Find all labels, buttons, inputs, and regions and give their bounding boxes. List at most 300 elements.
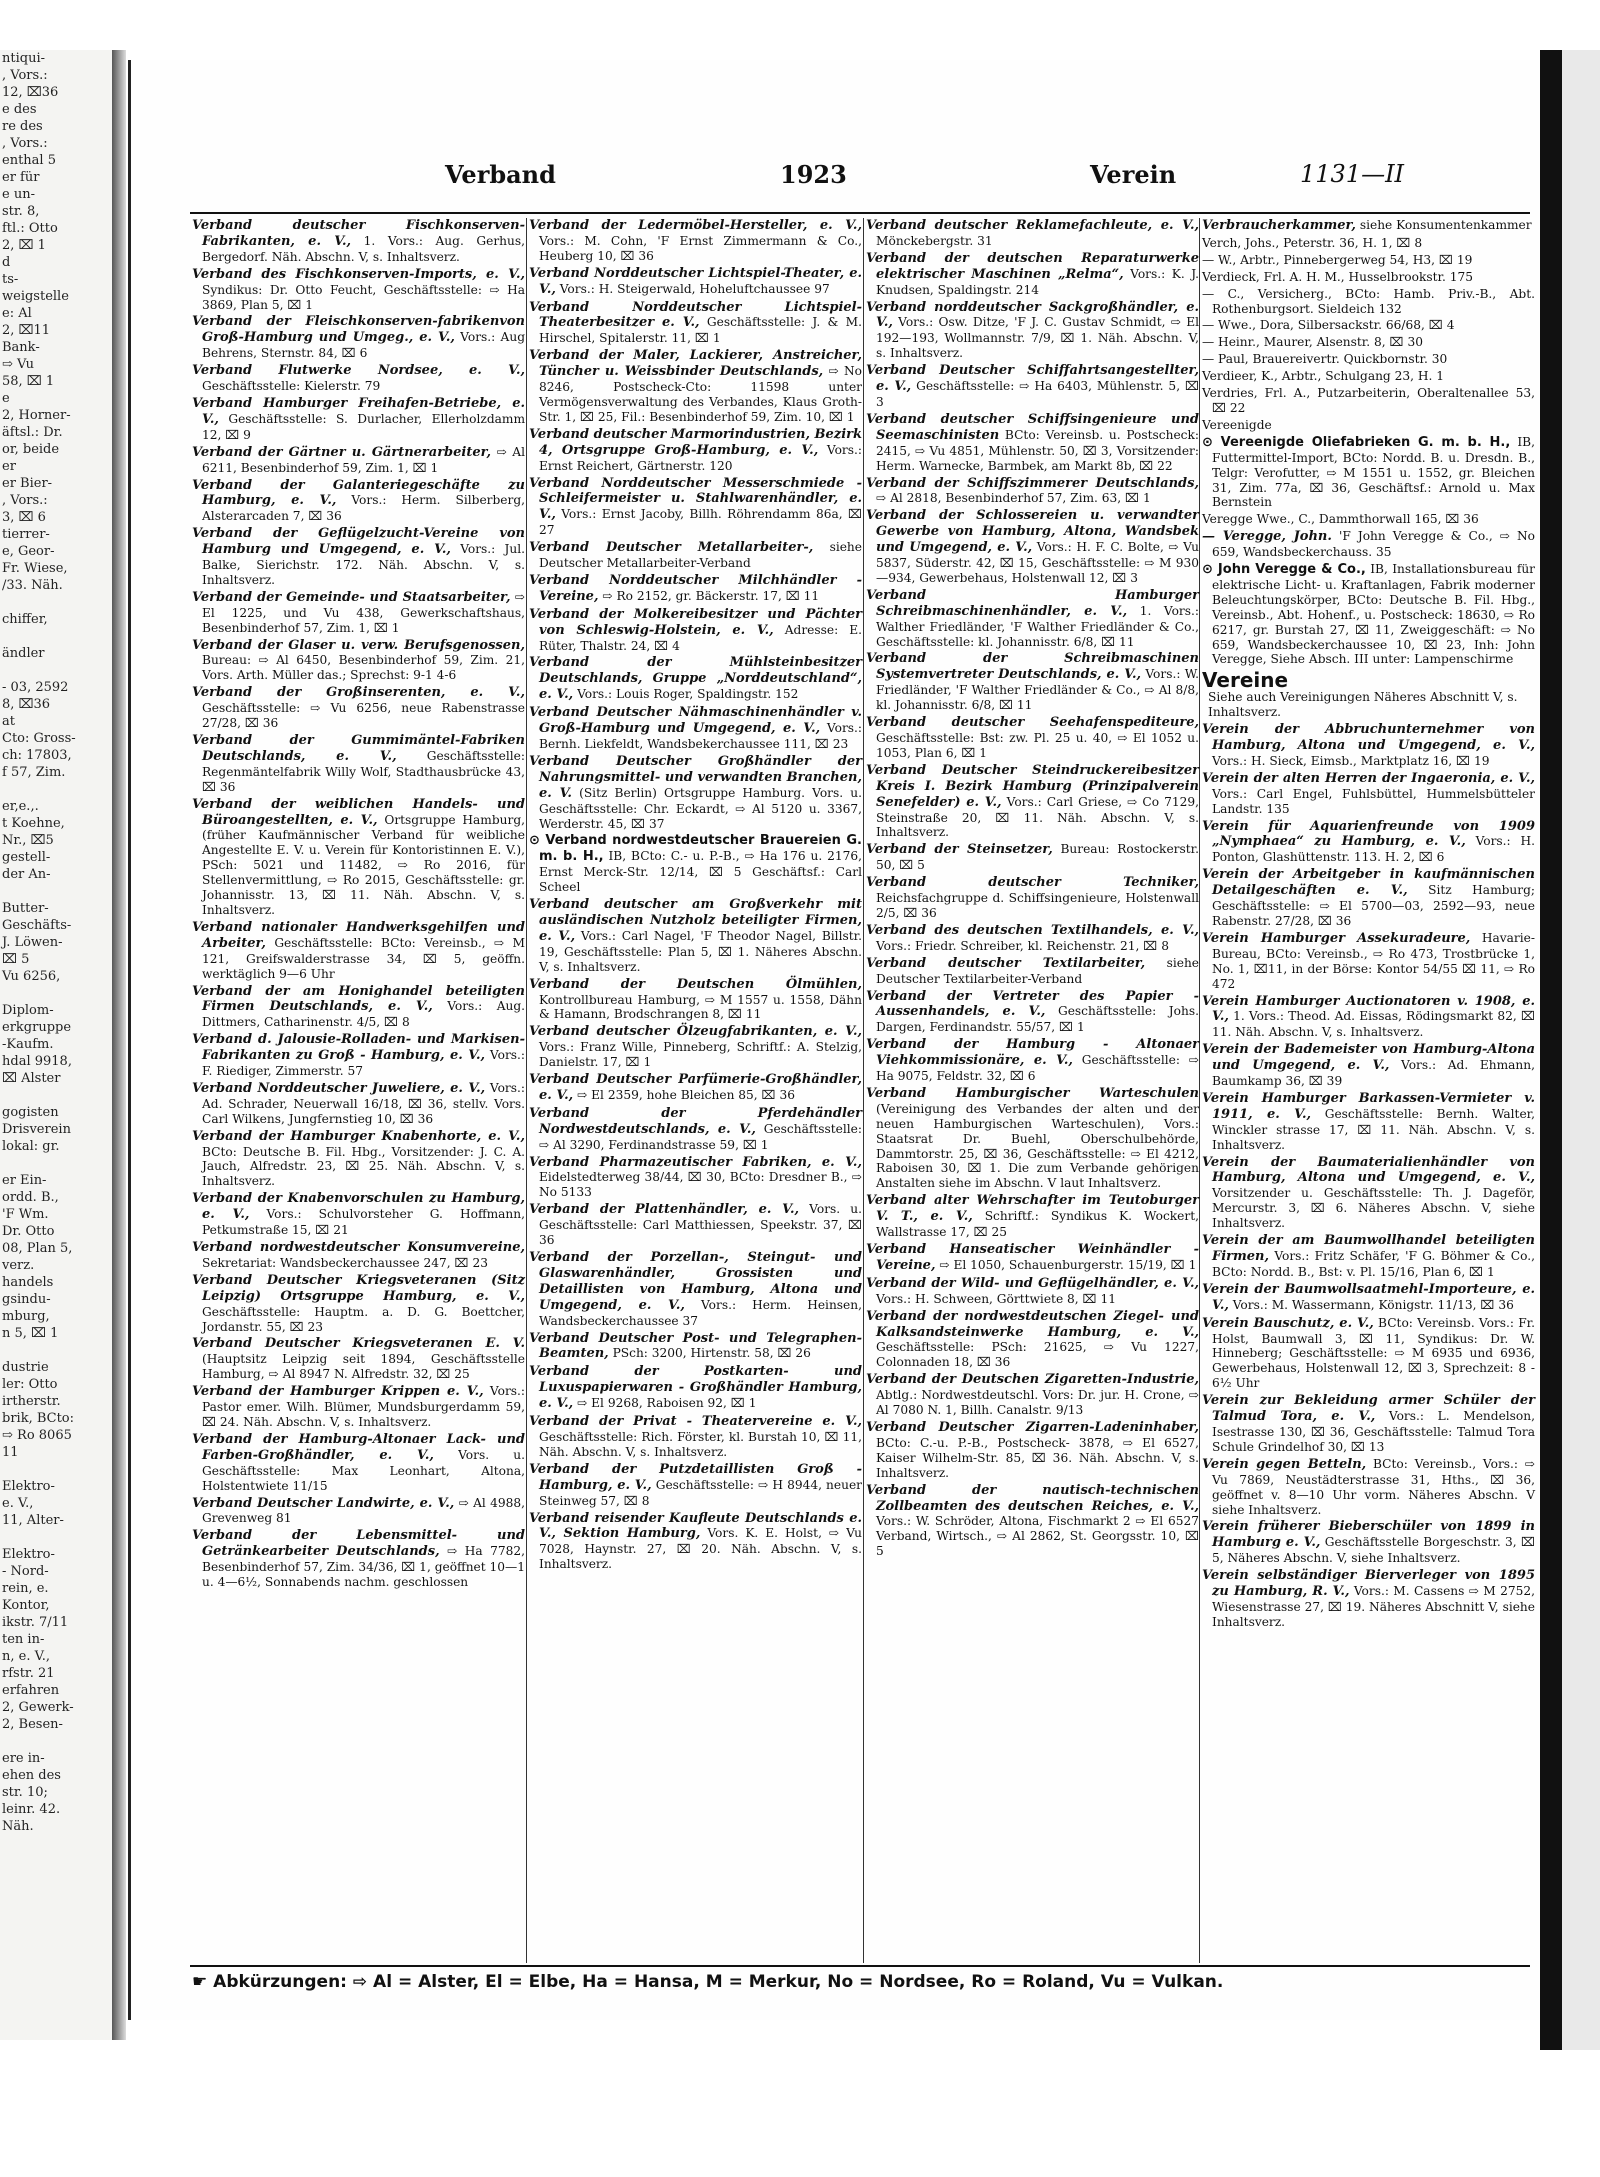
directory-entry (1202, 352, 1535, 367)
entry-text: — C., Versicherg., BCto: Hamb. Priv.-B., Abt. Rothenburgsort. Sieldeich 132 (1202, 286, 1535, 316)
entry-text: — Wwe., Dora, Silbersackstr. 66/68, ⌧ 4 (1202, 318, 1455, 333)
fragment-line: verz. (2, 1258, 35, 1273)
fragment-line: str. 10; (2, 1785, 48, 1800)
entry-details: BCto: Vereinsb., Vors.: ⇨ Vu 7869, Neustädterstrasse 31, Hths., ⌧ 36, geöffnet v. 8—10 Uhr vorm. Näheres Abschn. V siehe Inhaltsverz. (1212, 1456, 1536, 1517)
directory-entry (866, 508, 1199, 586)
book-gutter-shadow (112, 50, 126, 2040)
entry-name: Verband Hamburger Freihafen-Betriebe, e. V., (192, 395, 525, 427)
fragment-line: der An- (2, 867, 51, 882)
directory-entry (1202, 418, 1535, 433)
fragment-line: - Nord- (2, 1564, 49, 1579)
entry-details: (Vereinigung des Verbandes der alten und der neuen Hamburgischen Warteschulen), Vors.: Staatsrat Dr. Buehl, Oberschulbehörde, Dammtorstr. 25, ⌧ 36, Geschäftsstelle: ⇨ El 4212, Raboisen 30, ⌧ 1. Die zum Verbande gehörigen Anstalten siehe im Abschn. V laut Inhaltsverz. (876, 1101, 1199, 1191)
directory-entry (192, 797, 525, 918)
fragment-line: e. V., (2, 1496, 34, 1511)
directory-entry (1202, 369, 1535, 384)
entry-name: Verband der Vertreter des Papier - Aussenhandels, e. V., (866, 988, 1199, 1020)
entry-name: Verband der Deutschen Ölmühlen, (529, 976, 862, 992)
directory-entry (1202, 1519, 1535, 1566)
directory-entry (192, 1384, 525, 1430)
fragment-line: 08, Plan 5, (2, 1241, 73, 1256)
directory-column-4 (1202, 218, 1535, 1632)
directory-entry (1202, 771, 1535, 817)
directory-entry (1202, 1091, 1535, 1153)
directory-entry (192, 396, 525, 443)
entry-name: Verband des Fischkonserven-Imports, e. V., (192, 266, 525, 282)
entry-details: Vors.: M. Cassens ⇨ M 2752, Wiesenstrasse 27, ⌧ 19. Näheres Abschnitt V, siehe Inhaltsverz. (1212, 1584, 1536, 1629)
directory-entry (866, 588, 1199, 650)
fragment-line: /33. Näh. (2, 578, 63, 593)
entry-details: (Sitz Berlin) Ortsgruppe Hamburg. Vors. u. Geschäftsstelle: Chr. Eckardt, ⇨ Al 5120 u. 3367, Werderstr. 45, ⌧ 37 (539, 785, 862, 831)
directory-entry (1202, 335, 1535, 350)
entry-name: Verband Deutscher Steindruckereibesitzer Kreis I. Bezirk Hamburg (Prinzipalverein Senefelder) e. V., (866, 762, 1199, 810)
entry-name: Verein der Abbruchunternehmer von Hamburg, Altona und Umgegend, e. V., (1202, 722, 1535, 753)
fragment-line: lokal: gr. (2, 1139, 60, 1154)
directory-entry (192, 1496, 525, 1527)
entry-details: Geschäftsstelle: ⇨ Ha 9075, Feldstr. 32, ⌧ 6 (876, 1053, 1199, 1084)
fragment-line: ch: 17803, (2, 748, 72, 763)
scan-border (1540, 50, 1562, 2050)
header-rule (190, 212, 1530, 214)
directory-entry (866, 923, 1199, 954)
firm-name: ⊙ Verband nordwestdeutscher Brauereien G. m. b. H., (529, 833, 862, 865)
directory-entry (866, 989, 1199, 1036)
entry-name: Verband der Mühlsteinbesitzer Deutschlands, Gruppe „Norddeutschland“, e. V., (529, 655, 862, 703)
fragment-line: gestell- (2, 850, 51, 865)
column-divider (863, 218, 864, 1963)
entry-name: Verband Norddeutscher Milchhändler - Vereine, (529, 572, 862, 604)
header-right-keyword: Verein (1090, 160, 1177, 189)
directory-entry (192, 1032, 525, 1079)
entry-name: Verband Deutscher Zigarren-Ladeninhaber, (866, 1419, 1199, 1435)
fragment-line: , Vors.: (2, 68, 48, 83)
entry-name: Verband der Glaser u. verw. Berufsgenossen, (192, 637, 525, 653)
directory-entry (529, 300, 862, 347)
directory-entry (529, 476, 862, 539)
entry-details: ⇨ El 2359, hohe Bleichen 85, ⌧ 36 (577, 1087, 795, 1102)
directory-column-3 (866, 218, 1199, 1561)
entry-name: Verein gegen Betteln, (1202, 1456, 1367, 1472)
entry-name: Verband reisender Kaufleute Deutschlands e. V., Sektion Hamburg, (529, 1510, 862, 1542)
entry-name: Verband Hanseatischer Weinhändler - Vereine, (866, 1242, 1199, 1273)
directory-entry (1202, 218, 1535, 234)
directory-entry (529, 1462, 862, 1509)
directory-entry (192, 638, 525, 684)
column-divider (1199, 218, 1200, 1963)
entry-details: Vors.: Ad. Schrader, Neuerwall 16/18, ⌧ 36, stellv. Vors. Carl Wilkens, Jungfernstieg 10, ⌧ 36 (202, 1080, 525, 1126)
entry-details: Vors.: Ad. Ehmann, Baumkamp 36, ⌧ 39 (1212, 1058, 1535, 1089)
entry-name: Verband norddeutscher Sackgroßhändler, e. V., (866, 299, 1199, 331)
section-heading: Vereine (1202, 668, 1289, 693)
directory-entry (192, 685, 525, 731)
directory-entry (529, 1106, 862, 1153)
fragment-line: gsindu- (2, 1292, 51, 1307)
entry-details: 1. Vors.: Theod. Ad. Eissas, Rödingsmarkt 82, ⌧ 11. Näh. Abschn. V, s. Inhaltsverz. (1212, 1009, 1536, 1040)
directory-entry (866, 1276, 1199, 1307)
directory-entry (1202, 287, 1535, 317)
fragment-line: e un- (2, 187, 35, 202)
directory-entry (866, 218, 1199, 249)
header-year: 1923 (780, 160, 847, 189)
directory-entry (192, 363, 525, 394)
entry-details: ⇨ El 9268, Raboisen 92, ⌧ 1 (577, 1396, 757, 1411)
entry-details: Vors.: H. Schween, Görttwiete 8, ⌧ 11 (876, 1291, 1116, 1306)
directory-entry (866, 1037, 1199, 1084)
entry-name: Verband deutscher Seehafenspediteure, (866, 715, 1199, 731)
entry-details: 1. Vors.: Aug. Gerhus, Bergedorf. Näh. Abschn. V, s. Inhaltsverz. (202, 233, 526, 264)
directory-entry (192, 590, 525, 636)
entry-name: Verband deutscher Ölzeugfabrikanten, e. V., (529, 1024, 862, 1040)
directory-entry (1202, 253, 1535, 268)
fragment-line (0, 1529, 112, 1546)
entry-details: Eidelstedterweg 38/44, ⌧ 30, BCto: Dresdner B., ⇨ No 5133 (539, 1170, 862, 1200)
entry-details: Schriftf.: Syndikus K. Wockert, Wallstrasse 17, ⌧ 25 (876, 1209, 1199, 1240)
fragment-line: handels (2, 1275, 54, 1290)
directory-entry (192, 526, 525, 588)
fragment-line: äftsl.: Dr. (2, 425, 63, 440)
fragment-line: n 5, ⌧ 1 (2, 1326, 59, 1341)
firm-name: ⊙ John Veregge & Co., (1202, 562, 1366, 578)
fragment-line: er Bier- (2, 476, 53, 491)
section-note: Siehe auch Vereinigungen Näheres Abschnitt V, s. Inhaltsverz. (1208, 690, 1518, 720)
entry-details: Geschäftsstelle: Bernh. Walter, Winckler strasse 17, ⌧ 11. Näh. Abschn. V, s. Inhaltsverz. (1212, 1106, 1536, 1152)
entry-details: ⇨ Al 4988, Grevenweg 81 (202, 1495, 525, 1526)
directory-entry (529, 705, 862, 752)
entry-name: Verein früherer Bieberschüler von 1899 in Hamburg e. V., (1202, 1519, 1535, 1551)
entry-details: BCto: C.-u. P.-B., Postscheck- 3878, ⇨ El 6527, Kaiser Wilhelm-Str. 85, ⌧ 36. Näh. Abschn. V, s. Inhaltsverz. (876, 1435, 1199, 1480)
entry-name: Verband der Molkereibesitzer und Pächter von Schleswig-Holstein, e. V., (529, 606, 862, 638)
entry-name: Verband der Geflügelzucht-Vereine von Hamburg und Umgegend, e. V., (192, 526, 525, 558)
fragment-line: ehen des (2, 1768, 61, 1783)
fragment-line: ntiqui- (2, 51, 45, 66)
directory-entry (192, 1273, 525, 1335)
page-header (170, 160, 1530, 190)
fragment-line: ikstr. 7/11 (2, 1615, 69, 1630)
directory-entry (866, 1483, 1199, 1560)
entry-details: Vors.: M. Cohn, 'F Ernst Zimmermann & Co., Heuberg 10, ⌧ 36 (539, 233, 862, 263)
entry-name: Verein selbständiger Bierverleger von 1895 zu Hamburg, R. V., (1202, 1568, 1535, 1600)
entry-name: Verband deutscher Schiffsingenieure und Seemaschinisten (866, 411, 1199, 443)
fragment-line (0, 883, 112, 900)
directory-entry (192, 218, 525, 265)
directory-entry (529, 833, 862, 895)
entry-text: Veregge Wwe., C., Dammthorwall 165, ⌧ 36 (1202, 512, 1479, 527)
directory-entry (866, 1242, 1199, 1274)
entry-name: Verein Hamburger Barkassen-Vermieter v. 1911, e. V., (1202, 1090, 1535, 1122)
fragment-line: ten in- (2, 1632, 45, 1647)
fragment-line: er,e.,. (2, 799, 39, 814)
entry-details: Abtlg.: Nordwestdeutschl. Vors: Dr. jur. H. Crone, ⇨ Al 7080 N. 1, Billh. Canalstr. 9/13 (876, 1388, 1199, 1418)
fragment-line: d (2, 255, 11, 270)
entry-details: ⇨ Al 6211, Besenbinderhof 59, Zim. 1, ⌧ 1 (202, 444, 525, 475)
directory-entry (192, 314, 525, 361)
fragment-line: re des (2, 119, 43, 134)
fragment-line: ⇨ Ro 8065 (2, 1428, 72, 1443)
header-left-keyword: Verband (445, 160, 556, 189)
fragment-line: er Ein- (2, 1173, 47, 1188)
directory-entry (1202, 435, 1535, 511)
entry-name: Verein der alten Herren der Ingaeronia, e. V., (1202, 770, 1535, 786)
directory-entry (1202, 931, 1535, 992)
fragment-line: er (2, 459, 16, 474)
entry-details: Sekretariat: Wandsbeckerchaussee 247, ⌧ 23 (202, 1255, 488, 1270)
entry-details: Geschäftsstelle: ⇨ Vu 6256, neue Rabenstrasse 27/28, ⌧ 36 (202, 701, 525, 731)
entry-name: — Veregge, John. (1202, 529, 1332, 545)
entry-name: Verband Deutscher Metallarbeiter-, (529, 540, 814, 556)
fragment-line: 58, ⌧ 1 (2, 374, 55, 389)
fragment-line: Butter- (2, 901, 49, 916)
column-divider (526, 218, 527, 1963)
directory-entry (529, 1202, 862, 1248)
entry-name: Verband der Ledermöbel-Hersteller, e. V., (529, 218, 862, 233)
entry-details: Vors.: Franz Wille, Pinneberg, Schriftf.: A. Stelzig, Danielstr. 17, ⌧ 1 (539, 1040, 862, 1070)
entry-name: Verband der Schlossereien u. verwandter Gewerbe von Hamburg, Altona, Wandsbek und Umgegend, e. V., (866, 508, 1199, 556)
entry-details: Sitz Hamburg; Geschäftsstelle: ⇨ El 5700—03, 2592—93, neue Rabenstr. 27/28, ⌧ 36 (1212, 883, 1536, 928)
directory-entry (1202, 819, 1535, 866)
directory-entry (866, 363, 1199, 410)
fragment-line: erfahren (2, 1683, 60, 1698)
entry-name: Verband Deutscher Landwirte, e. V., (192, 1495, 455, 1511)
entry-details: Vorsitzender u. Geschäftsstelle: Th. J. Dageför, Mercurstr. 3, ⌧ 6. Näheres Abschn. V, siehe Inhaltsverz. (1212, 1186, 1535, 1231)
fragment-line: 12, ⌧36 (2, 85, 59, 100)
fragment-line: str. 8, (2, 204, 40, 219)
entry-name: Verbraucherkammer, (1202, 218, 1356, 233)
fragment-line: weigstelle (2, 289, 69, 304)
fragment-line: - 03, 2592 (2, 680, 69, 695)
directory-column-1 (192, 218, 525, 1592)
entry-details: Vors. u. Geschäftsstelle: Carl Matthiessen, Speekstr. 37, ⌧ 36 (539, 1202, 863, 1248)
entry-name: Verband Deutscher Post- und Telegraphen-Beamten, (529, 1330, 862, 1362)
entry-details: Geschäftsstelle: S. Durlacher, Ellerholzdamm 12, ⌧ 9 (202, 411, 525, 442)
directory-entry (529, 1364, 862, 1412)
entry-name: Verband Norddeutscher Lichtspiel-Theater, e. V., (529, 265, 862, 297)
entry-details: Vors.: M. Wassermann, Königstr. 11/13, ⌧ 36 (1232, 1297, 1514, 1312)
entry-name: Verein Bauschutz, e. V., (1202, 1315, 1374, 1331)
firm-name: ⊙ Vereenigde Oliefabrieken G. m. b. H., (1202, 434, 1511, 450)
entry-details: Vors.: Herm. Heinsen, Wandsbeckerchaussee 37 (539, 1297, 862, 1328)
entry-details: Vors.: Louis Roger, Spaldingstr. 152 (577, 687, 799, 702)
entry-name: Verband der Putzdetaillisten Groß - Hamburg, e. V., (529, 1461, 862, 1493)
entry-name: Verband deutscher Reklamefachleute, e. V., (866, 218, 1199, 233)
entry-name: Verband der Gärtner u. Gärtnerarbeiter, (192, 444, 492, 460)
fragment-line (0, 628, 112, 645)
directory-entry (1202, 722, 1535, 769)
directory-entry (529, 655, 862, 703)
entry-details: Vors.: Jul. Balke, Sierichstr. 172. Näh. Abschn. V, s. Inhaltsverz. (202, 542, 525, 587)
entry-text: Verdieck, Frl. A. H. M., Husselbrookstr. 175 (1202, 269, 1473, 284)
directory-entry (529, 1414, 862, 1460)
directory-entry (192, 1432, 525, 1494)
entry-details: Geschäftsstelle: ⇨ Ha 6403, Mühlenstr. 5, ⌧ 3 (876, 379, 1199, 409)
directory-entry (192, 1240, 525, 1271)
fragment-line (0, 1087, 112, 1104)
entry-name: Verband der nordwestdeutschen Ziegel- und Kalksandsteinwerke Hamburg, e. V., (866, 1308, 1199, 1340)
entry-details: ⇨ No 8246, Postscheck-Cto: 11598 unter Vermögensverwaltung des Verbandes, Klaus Groth-Str. 1, ⌧ 25, Fil.: Besenbinderhof 59, Zim. 10, ⌧ 1 (539, 364, 862, 424)
entry-details: Vors.: Ernst Jacoby, Billh. Röhrendamm 86a, ⌧ 27 (539, 507, 862, 538)
entry-details: Vors.: Carl Griese, ⇨ Co 7129, Steinstraße 20, ⌧ 11. Näh. Abschn. V, s. Inhaltsverz. (876, 794, 1200, 840)
entry-details: Geschäftsstelle: Johs. Dargen, Ferdinandstr. 55/57, ⌧ 1 (876, 1004, 1199, 1035)
entry-name: Verein zur Bekleidung armer Schüler der Talmud Tora, e. V., (1202, 1393, 1535, 1425)
fragment-line: 2, ⌧11 (2, 323, 51, 338)
entry-name: Verein Hamburger Auctionatoren v. 1908, e. V., (1202, 993, 1535, 1025)
directory-entry (866, 651, 1199, 713)
fragment-line: Kontor, (2, 1598, 50, 1613)
fragment-line: leinr. 42. (2, 1802, 61, 1817)
fragment-line (0, 1461, 112, 1478)
directory-entry (1202, 529, 1535, 560)
directory-entry (866, 763, 1199, 841)
entry-name: Verband der Maler, Lackierer, Anstreicher, Tüncher u. Weissbinder Deutschlands, (529, 348, 862, 380)
entry-details: Havarie-Bureau, BCto: Vereinsb., ⇨ Ro 473, Trostbrücke 1, No. 1, ⌧11, in der Börse: Kontor 54/55 ⌧ 11, ⇨ Ro 472 (1212, 930, 1535, 991)
directory-entry (529, 1024, 862, 1070)
directory-entry (1202, 270, 1535, 285)
directory-column-2 (529, 218, 862, 1574)
fragment-line (0, 985, 112, 1002)
entry-details: ⇨ Ro 2152, gr. Bäckerstr. 17, ⌧ 11 (602, 588, 820, 603)
entry-name: Verband der Deutschen Zigaretten-Industrie, (866, 1372, 1199, 1388)
entry-name: Verband Deutscher Nähmaschinenhändler v. Groß-Hamburg und Umgegend, e. V., (529, 705, 862, 737)
header-page-number: 1131—II (1300, 160, 1405, 188)
directory-entry (866, 956, 1199, 987)
entry-details: ⇨ El 1225, und Vu 438, Gewerkschaftshaus, Besenbinderhof 57, Zim. 1, ⌧ 1 (202, 589, 526, 635)
fragment-line: f 57, Zim. (2, 765, 66, 780)
entry-name: Verband deutscher Fischkonserven-Fabrikanten, e. V., (192, 218, 525, 249)
fragment-line: irtherstr. (2, 1394, 61, 1409)
fragment-line: or, beide (2, 442, 60, 457)
entry-details: Geschäftsstelle: Kielerstr. 79 (202, 379, 381, 394)
entry-name: Verband der Postkarten- und Luxuspapierwaren - Großhändler Hamburg, e. V., (529, 1364, 862, 1412)
entry-name: Verband der Gummimäntel-Fabriken Deutschlands, e. V., (192, 733, 525, 764)
entry-text: — Paul, Brauereivertr. Quickbornstr. 30 (1202, 352, 1448, 367)
fragment-line: Diplom- (2, 1003, 54, 1018)
entry-details: Vors.: Friedr. Schreiber, kl. Reichenstr. 21, ⌧ 8 (876, 938, 1169, 953)
directory-entry (529, 540, 862, 571)
entry-name: Verband nordwestdeutscher Konsumvereine, (192, 1240, 525, 1255)
directory-entry (1202, 236, 1535, 251)
entry-details: siehe Deutscher Metallarbeiter-Verband (539, 540, 862, 571)
directory-entry (866, 251, 1199, 298)
entry-details: (Hauptsitz Leipzig seit 1894, Geschäftsstelle Hamburg, ⇨ Al 8947 N. Alfredstr. 32, ⌧ 25 (202, 1352, 525, 1382)
entry-details: Geschäftsstelle: BCto: Vereinsb., ⇨ M 121, Greifswalderstrasse 34, ⌧ 5, geöffn. werktäglich 9—6 Uhr (202, 935, 526, 981)
entry-name: Verband Norddeutscher Juweliere, e. V., (192, 1080, 486, 1096)
directory-entry (1202, 867, 1535, 929)
entry-details: 1. Vors.: Walther Friedländer, 'F Walther Friedländer & Co., Geschäftsstelle: kl. Johannisstr. 6/8, ⌧ 11 (876, 603, 1199, 649)
entry-name: Verein Hamburger Assekuradeure, (1202, 930, 1471, 946)
directory-entry (866, 1420, 1199, 1481)
directory-entry (192, 445, 525, 476)
directory-entry (529, 977, 862, 1023)
fragment-line: rein, e. (2, 1581, 49, 1596)
entry-text: Verch, Johs., Peterstr. 36, H. 1, ⌧ 8 (1202, 235, 1423, 250)
entry-details: ⇨ El 1050, Schauenburgerstr. 15/19, ⌧ 1 (939, 1257, 1197, 1272)
entry-name: Verband Hamburgischer Warteschulen (866, 1085, 1199, 1101)
entry-details: Reichsfachgruppe d. Schiffsingenieure, Holstenwall 2/5, ⌧ 36 (876, 891, 1199, 920)
fragment-line: ordd. B., (2, 1190, 59, 1205)
directory-entry (1202, 1042, 1535, 1089)
fragment-line: n, e. V., (2, 1649, 50, 1664)
fragment-line: e, Geor- (2, 544, 55, 559)
entry-details: Geschäftsstelle: Regenmäntelfabrik Willy Wolf, Stadthausbrücke 43, ⌧ 36 (202, 748, 526, 794)
entry-details: Ortsgruppe Hamburg, (früher Kaufmännischer Verband für weibliche Angestellte E. V. u. Verein für Kontoristinnen E. V.), PSch: 5021 und 11482, ⇨ Ro 2016, für Stellenvermittlung, ⇨ Ro 2015, Geschäftsstelle: gr. Johannisstr. 13, ⌧ 11. Näh. Abschn. V, s. Inhaltsverz. (202, 812, 526, 917)
fragment-line: Drisverein (2, 1122, 71, 1137)
entry-details: Vors.: H. F. C. Bolte, ⇨ Vu 5837, Süderstr. 42, ⌧ 15, Geschäftsstelle: ⇨ M 930—934, Gewerbehaus, Holstenwall 12, ⌧ 3 (876, 540, 1199, 585)
fragment-line: 'F Wm. (2, 1207, 49, 1222)
entry-details: PSch: 3200, Hirtenstr. 58, ⌧ 26 (612, 1346, 811, 1361)
directory-entry (866, 300, 1199, 362)
entry-details: Vors.: Bernh. Liekfeldt, Wandsbekerchaussee 111, ⌧ 23 (539, 721, 863, 751)
entry-details: Vors.: Osw. Ditze, 'F J. C. Gustav Schmidt, ⇨ El 192—193, Wollmannstr. 7/9, ⌧ 1. Näh. Abschn. V, s. Inhaltsverz. (876, 315, 1199, 361)
fragment-line: erkgruppe (2, 1020, 72, 1035)
fragment-line: e des (2, 102, 37, 117)
entry-name: Verband Pharmazeutischer Fabriken, e. V., (529, 1154, 862, 1170)
fragment-line: -Kaufm. (2, 1037, 54, 1052)
fragment-line: at (2, 714, 15, 729)
directory-entry (529, 1072, 862, 1104)
directory-entry (529, 607, 862, 654)
entry-details: Vors. u. Geschäftsstelle: Max Leonhart, Altona, Holstentwiete 11/15 (202, 1447, 525, 1493)
fragment-line: mburg, (2, 1309, 50, 1324)
entry-details: Geschäftsstelle: J. & M. Hirschel, Spitalerstr. 11, ⌧ 1 (539, 315, 862, 346)
fragment-line: Vu 6256, (2, 969, 61, 984)
directory-entry (529, 1250, 862, 1329)
directory-entry (192, 1081, 525, 1127)
entry-name: Verband deutscher Textilarbeiter, (866, 955, 1146, 971)
directory-entry (866, 842, 1199, 873)
fragment-line: tierrer- (2, 527, 50, 542)
fragment-line: ändler (2, 646, 45, 661)
fragment-line: J. Löwen- (2, 935, 63, 950)
directory-entry (529, 427, 862, 474)
directory-entry (866, 875, 1199, 921)
entry-details: Geschäftsstelle Borgeschstr. 3, ⌧ 5, Näheres Abschn. V, siehe Inhaltsverz. (1212, 1535, 1536, 1566)
fragment-line: 2, Horner- (2, 408, 71, 423)
abbreviations-footer: ☛ Abkürzungen: ⇨ Al = Alster, El = Elbe, Ha = Hansa, M = Merkur, No = Nordsee, Ro = Roland, Vu = Vulkan. (192, 1972, 1224, 1992)
entry-text: Verdries, Frl. A., Putzarbeiterin, Oberaltenallee 53, ⌧ 22 (1202, 386, 1535, 415)
entry-name: Verband Flutwerke Nordsee, e. V., (192, 363, 525, 379)
fragment-line: ts- (2, 272, 19, 287)
entry-name: Verband Deutscher Kriegsveteranen (Sitz Leipzig) Ortsgruppe Hamburg, e. V., (192, 1272, 525, 1304)
directory-entry (1202, 318, 1535, 333)
entry-details: Vors.: W. Schröder, Altona, Fischmarkt 2 ⇨ El 6527 Verband, Wirtsch., ⇨ Al 2862, St. Georgsstr. 10, ⌧ 5 (876, 1514, 1199, 1559)
entry-text: — W., Arbtr., Pinnebergerweg 54, H3, ⌧ 19 (1202, 252, 1473, 267)
fragment-line: ⌧ Alster (2, 1071, 61, 1086)
fragment-line: 8, ⌧36 (2, 697, 51, 712)
entry-details: Vors.: Herm. Silberberg, Alsterarcaden 7, ⌧ 36 (202, 493, 526, 524)
fragment-line: rfstr. 21 (2, 1666, 55, 1681)
entry-name: Verband der Hamburg - Altonaer Viehkommissionäre, e. V., (866, 1037, 1199, 1069)
directory-entry (529, 1155, 862, 1201)
fragment-line: dustrie (2, 1360, 49, 1375)
directory-entry (1202, 994, 1535, 1041)
fragment-line (0, 1155, 112, 1172)
fragment-line (0, 594, 112, 611)
entry-name: Verband der deutschen Reparaturwerke elektrischer Maschinen „Relma“, (866, 250, 1199, 282)
fragment-line: , Vors.: (2, 493, 48, 508)
entry-details: IB, Installationsbureau für elektrische Licht- u. Kraftanlagen, Fabrik moderner Beleuchtungskörper, BCto: Deutsche B. Fil. Hbg., Vereinsb., Abt. Hohenf., u. Postscheck: 18630, ⇨ Ro 6217, gr. Burstah 27, ⌧ 11, Zweiggeschäft: ⇨ No 659, Wandsbeckerchaussee 10, ⌧ 23, Inh: John Veregge, Siehe Absch. III unter: Lampenschirme (1212, 562, 1536, 667)
fragment-line: er für (2, 170, 40, 185)
entry-details: Vors.: H. Ponton, Glashüttenstr. 113. H. 2, ⌧ 6 (1212, 834, 1535, 865)
entry-text: — Heinr., Maurer, Alsenstr. 8, ⌧ 30 (1202, 335, 1423, 350)
entry-name: Verein der Baumaterialienhändler von Hamburg, Altona und Umgegend, e. V., (1202, 1154, 1535, 1186)
entry-details: Vors.: Pastor emer. Wilh. Blümer, Mundsburgerdamm 59, ⌧ 24. Näh. Abschn. V, s. Inhaltsverz. (202, 1384, 526, 1429)
entry-details: Vors.: H. Sieck, Eimsb., Marktplatz 16, ⌧ 19 (1212, 753, 1490, 768)
entry-name: Verband der Plattenhändler, e. V., (529, 1202, 800, 1218)
entry-details: Vors.: K. J. Knudsen, Spaldingstr. 214 (876, 266, 1200, 297)
entry-details: siehe Konsumentenkammer (1359, 218, 1532, 232)
fragment-line: Fr. Wiese, (2, 561, 68, 576)
entry-details: BCto: Deutsche B. Fil. Hbg., Vorsitzender: J. C. A. Jauch, Alfredstr. 23, ⌧ 25. Näh. Abschn. V, s. Inhaltsverz. (202, 1144, 525, 1189)
directory-entry (192, 267, 525, 313)
entry-name: Verband der nautisch-technischen Zollbeamten des deutschen Reiches, e. V., (866, 1482, 1199, 1514)
